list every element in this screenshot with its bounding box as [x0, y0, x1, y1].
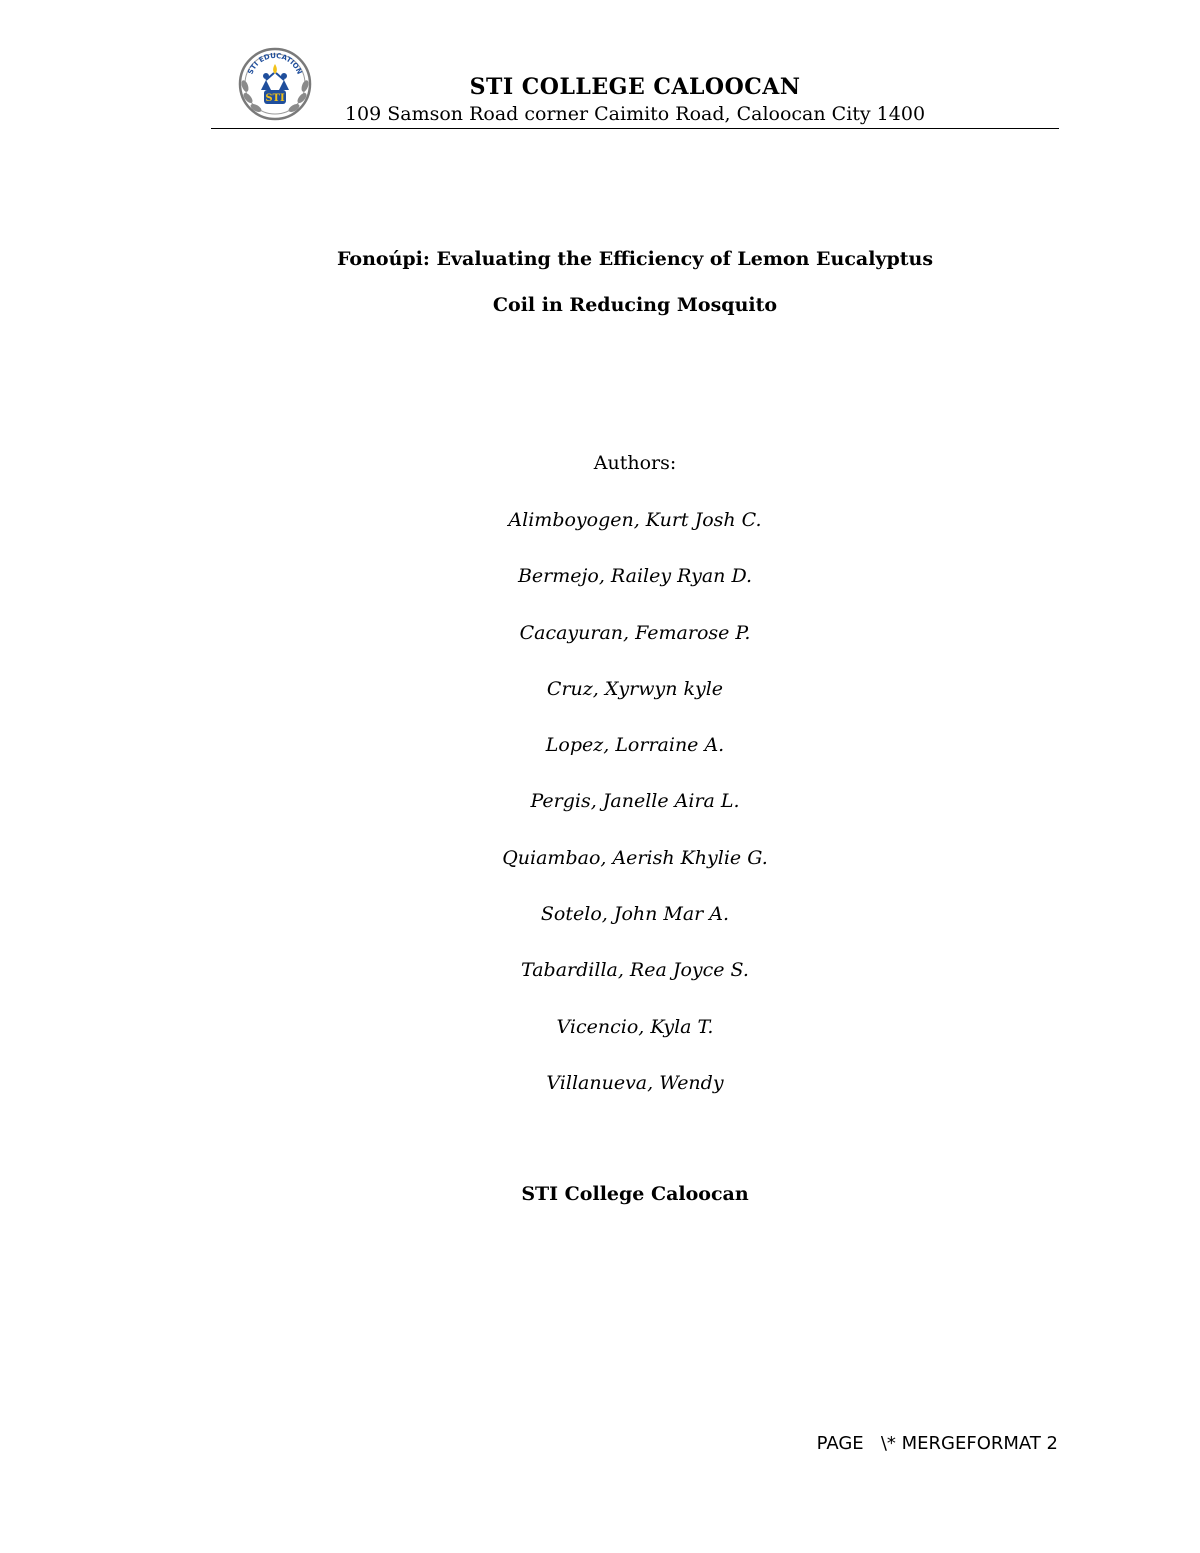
- author-name: Pergis, Janelle Aira L.: [530, 790, 740, 813]
- author-name: Sotelo, John Mar A.: [540, 903, 730, 926]
- author-name: Vicencio, Kyla T.: [556, 1015, 714, 1038]
- author-name: Villanueva, Wendy: [546, 1071, 724, 1094]
- paper-title-line-2: Coil in Reducing Mosquito: [492, 294, 778, 316]
- author-name: Bermejo, Railey Ryan D.: [517, 565, 753, 588]
- institution-name: STI College Caloocan: [521, 1183, 749, 1205]
- svg-text:STI: STI: [265, 93, 285, 104]
- author-name: Cruz, Xyrwyn kyle: [546, 677, 724, 700]
- author-name: Tabardilla, Rea Joyce S.: [521, 959, 749, 982]
- author-name: Alimboyogen, Kurt Josh C.: [508, 509, 762, 531]
- author-name: Cacayuran, Femarose P.: [519, 621, 751, 644]
- author-list: [200, 508, 1070, 1127]
- paper-title-line-1: Fonoúpi: Evaluating the Efficiency of Lemon Eucalyptus: [336, 248, 934, 270]
- page-number-field: PAGE \* MERGEFORMAT 2: [816, 1433, 1058, 1454]
- author-name: Lopez, Lorraine A.: [545, 734, 725, 757]
- school-address: 109 Samson Road corner Caimito Road, Caloocan City 1400: [344, 103, 926, 125]
- header-divider: [211, 128, 1059, 129]
- authors-label: Authors:: [593, 452, 677, 474]
- svg-text:STI EDUCATION: STI EDUCATION: [246, 51, 304, 76]
- school-name: STI COLLEGE CALOOCAN: [469, 74, 801, 100]
- author-name: Quiambao, Aerish Khylie G.: [502, 846, 768, 869]
- letterhead: [211, 40, 1059, 130]
